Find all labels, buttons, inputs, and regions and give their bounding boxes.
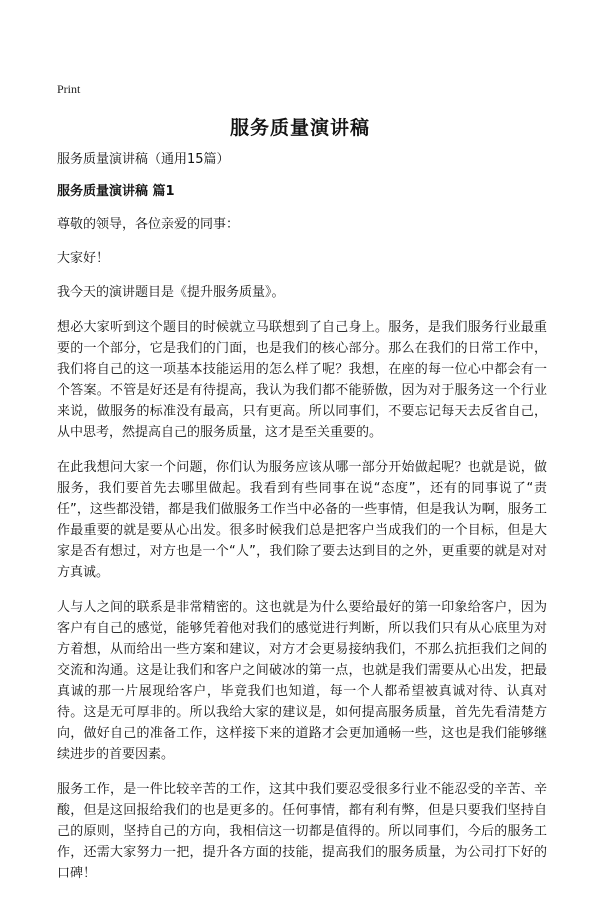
topic-line: 我今天的演讲题目是《提升服务质量》。 — [57, 285, 285, 300]
print-link[interactable]: Print — [57, 82, 81, 96]
document-body — [57, 150, 547, 898]
paragraph-3: 人与人之间的联系是非常精密的。这也就是为什么要给最好的第一印象给客户，因为客户有自己的感觉，能够凭着他对我们的感觉进行判断，所以我们只有从心底里为对方着想，从而给出一些方案和建议，对方才会更易接纳我们，不那么抗拒我们之间的交流和沟通。这是让我们和客户之间破冰的第一点，也就是我们需要从心出发，把最真诚的那一片展现给客户，毕竟我们也知道，每一个人都希望被真诚对待、认真对待。这是无可厚非的。所以我给大家的建议是，如何提高服务质量，首先先看清楚方向，做好自己的准备工作，这样接下来的道路才会更加通畅一些，这也是我们能够继续进步的首要因素。 — [57, 600, 547, 762]
section-heading: 服务质量演讲稿 篇1 — [57, 184, 175, 199]
document-subtitle: 服务质量演讲稿（通用15篇） — [57, 152, 230, 167]
paragraph-1: 想必大家听到这个题目的时候就立马联想到了自己身上。服务，是我们服务行业最重要的一个部分，它是我们的门面，也是我们的核心部分。那么在我们的日常工作中，我们将自己的这一项基本技能运用的怎么样了呢？我想，在座的每一位心中都会有一个答案。不管是好还是有待提高，我认为我们都不能骄傲，因为对于服务这一个行业来说，做服务的标准没有最高，只有更高。所以同事们，不要忘记每天去反省自己，从中思考，然提高自己的服务质量，这才是至关重要的。 — [57, 320, 547, 440]
page-title: 服务质量演讲稿 — [229, 117, 370, 139]
greeting-line: 尊敬的领导，各位亲爱的同事： — [57, 217, 240, 232]
paragraph-4: 服务工作，是一件比较辛苦的工作，这其中我们要忍受很多行业不能忍受的辛苦、辛酸，但是这回报给我们的也是更多的。任何事情，都有利有弊，但是只要我们坚持自己的原则，坚持自己的方向，我相信这一切都是值得的。所以同事们，今后的服务工作，还需大家努力一把，提升各方面的技能，提高我们的服务质量，为公司打下好的口碑！ — [57, 782, 547, 881]
paragraph-2: 在此我想问大家一个问题，你们认为服务应该从哪一部分开始做起呢？也就是说，做服务，我们要首先去哪里做起。我看到有些同事在说“态度”，还有的同事说了“责任”，这些都没错，都是我们做服务工作当中必备的一些事情，但是我认为啊，服务工作最重要的就是要从心出发。很多时候我们总是把客户当成我们的一个目标，但是大家是否有想过，对方也是一个“人”，我们除了要去达到目的之外，更重要的就是对对方真诚。 — [57, 460, 547, 580]
hello-line: 大家好！ — [57, 251, 110, 266]
